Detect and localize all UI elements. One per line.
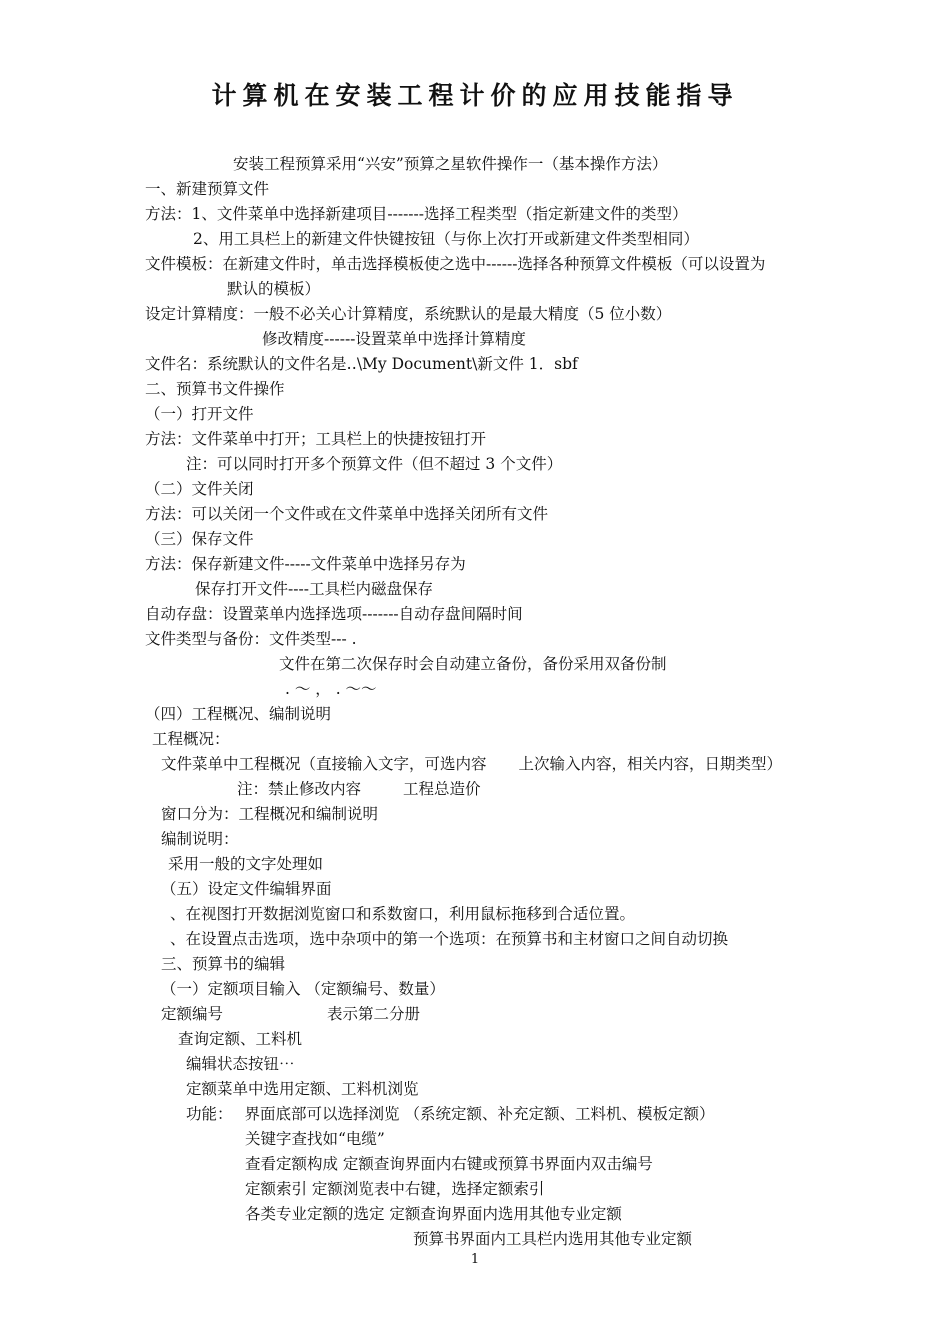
- text-line: [161, 754, 782, 774]
- text-line: 文件在第二次保存时会自动建立备份，备份采用双备份制: [279, 655, 667, 673]
- text-line: 、在设置点击选项，选中杂项中的第一个选项：在预算书和主材窗口之间自动切换: [170, 930, 729, 948]
- text-segment: 界面底部可以选择浏览 （系统定额、补充定额、工料机、模板定额）: [244, 1105, 715, 1123]
- subsection-heading: （一）定额项目输入 （定额编号、数量）: [161, 980, 445, 998]
- text-line: 设定计算精度：一般不必关心计算精度，系统默认的是最大精度（5 位小数）: [145, 305, 672, 323]
- text-line: . ～ ， . ～～: [285, 680, 377, 698]
- text-line: 编辑状态按钮⋯: [186, 1055, 295, 1073]
- subsection-heading: （五）设定文件编辑界面: [161, 880, 332, 898]
- text-line: 文件名：系统默认的文件名是‥\My Document\新文件 1．sbf: [145, 355, 578, 373]
- text-line: 窗口分为：工程概况和编制说明: [161, 805, 379, 823]
- page-number: 1: [470, 1252, 480, 1267]
- text-segment: 功能：: [186, 1105, 233, 1123]
- text-line: 定额菜单中选用定额、工料机浏览: [186, 1080, 419, 1098]
- subsection-heading: （二）文件关闭: [145, 480, 254, 498]
- text-line: 方法：1、文件菜单中选择新建项目-------选择工程类型（指定新建文件的类型）: [145, 205, 688, 223]
- text-segment: 工程总造价: [403, 780, 481, 798]
- text-line: 注：可以同时打开多个预算文件（但不超过 3 个文件）: [186, 455, 563, 473]
- text-line: 文件类型与备份：文件类型--- .: [145, 630, 357, 648]
- text-line: 方法：可以关闭一个文件或在文件菜单中选择关闭所有文件: [145, 505, 549, 523]
- text-line: 关键字查找如“电缆”: [245, 1130, 385, 1148]
- text-line: 方法：文件菜单中打开；工具栏上的快捷按钮打开: [145, 430, 487, 448]
- text-segment: 文件菜单中工程概况（直接输入文字，可选内容: [161, 755, 487, 773]
- text-segment: 表示第二分册: [327, 1005, 421, 1023]
- text-line: 2、用工具栏上的新建文件快键按钮（与你上次打开或新建文件类型相同）: [193, 230, 699, 248]
- text-segment: 上次输入内容，相关内容，日期类型）: [518, 755, 783, 773]
- document-title: 计算机在安装工程计价的应用技能指导: [211, 81, 739, 110]
- text-line: 定额索引 定额浏览表中右键，选择定额索引: [245, 1180, 545, 1198]
- text-line: 文件模板：在新建文件时，单击选择模板使之选中------选择各种预算文件模板（可以设置为: [145, 255, 766, 273]
- text-segment: 定额编号: [161, 1005, 224, 1023]
- section-heading: 三、预算书的编辑: [161, 955, 286, 973]
- subsection-heading: （四）工程概况、编制说明: [145, 705, 332, 723]
- text-line: 方法：保存新建文件-----文件菜单中选择另存为: [145, 555, 466, 573]
- text-line: 编制说明：: [161, 830, 239, 848]
- text-line: 、在视图打开数据浏览窗口和系数窗口，利用鼠标拖移到合适位置。: [170, 905, 636, 923]
- text-line: [161, 1004, 420, 1024]
- text-line: 查询定额、工料机: [178, 1030, 303, 1048]
- text-line: 查看定额构成 定额查询界面内右键或预算书界面内双击编号: [245, 1155, 653, 1173]
- subsection-heading: （三）保存文件: [145, 530, 254, 548]
- subsection-heading: （一）打开文件: [145, 405, 254, 423]
- section-heading: 一、新建预算文件: [145, 180, 270, 198]
- text-line: [186, 1104, 714, 1124]
- text-line: 保存打开文件----工具栏内磁盘保存: [195, 580, 433, 598]
- text-line: 默认的模板）: [227, 280, 321, 298]
- text-line: 自动存盘：设置菜单内选择选项-------自动存盘间隔时间: [145, 605, 523, 623]
- text-line: 工程概况：: [152, 730, 230, 748]
- text-segment: 注：禁止修改内容: [237, 780, 362, 798]
- text-line: 采用一般的文字处理如: [168, 855, 324, 873]
- text-line: 预算书界面内工具栏内选用其他专业定额: [413, 1230, 693, 1248]
- text-line: 修改精度------设置菜单中选择计算精度: [262, 330, 526, 348]
- subtitle: 安装工程预算采用“兴安”预算之星软件操作一（基本操作方法）: [233, 155, 668, 173]
- text-line: 各类专业定额的选定 定额查询界面内选用其他专业定额: [245, 1205, 622, 1223]
- section-heading: 二、预算书文件操作: [145, 380, 285, 398]
- text-line: [237, 779, 481, 799]
